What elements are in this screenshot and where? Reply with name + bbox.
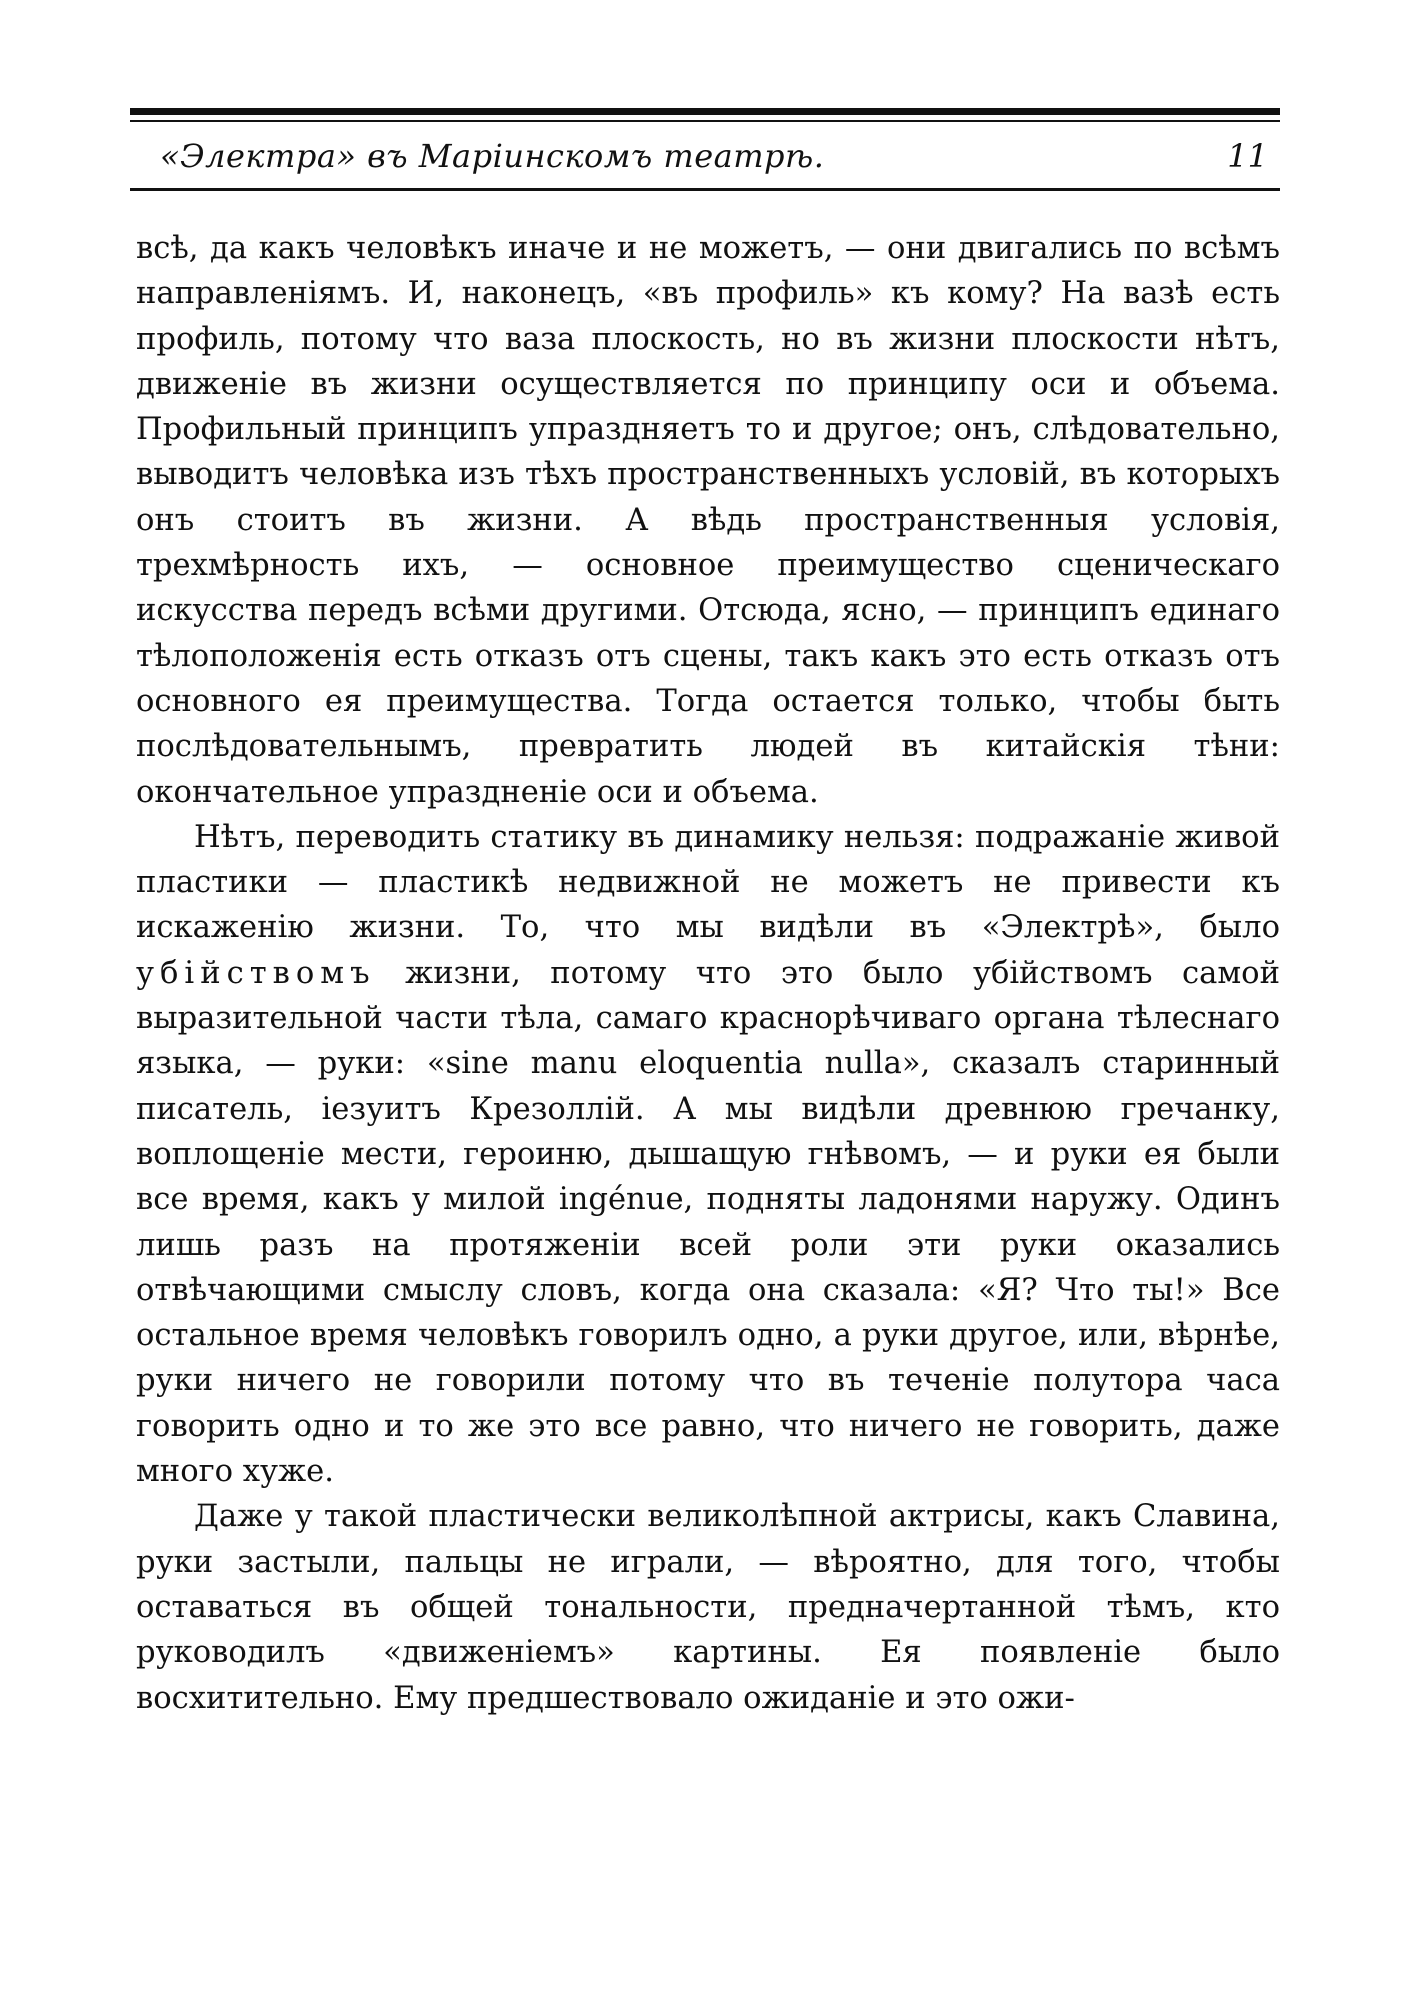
paragraph-2-text-a: Нѣтъ, переводить статику въ динамику нельзя: подражаніе живой пластики — пластикѣ недвижной не можетъ не привести къ искаженію жизни. То, что мы видѣли въ «Электрѣ», было <box>136 819 1280 946</box>
paragraph-2 <box>136 815 1280 1494</box>
header-rule-thin <box>130 120 1280 122</box>
book-page <box>130 0 1280 1999</box>
paragraph-3-text: Даже у такой пластически великолѣпной актрисы, какъ Славина, руки застыли, пальцы не играли, — вѣроятно, для того, чтобы оставаться въ общей тональности, предначертанной тѣмъ, кто руководилъ «движеніемъ» картины. Ея появленіе было восхитительно. Ему предшествовало ожиданіе и это ожи- <box>136 1499 1280 1716</box>
page-number: 11 <box>1227 137 1268 175</box>
paragraph-1 <box>136 226 1280 815</box>
paragraph-3 <box>136 1494 1280 1720</box>
body-text <box>136 226 1280 1721</box>
paragraph-2-emphasis: убійствомъ <box>136 955 376 991</box>
running-head <box>130 133 1280 183</box>
header-rule-bottom <box>130 188 1280 191</box>
header-rule-thick <box>130 108 1280 115</box>
paragraph-1-text: всѣ, да какъ человѣкъ иначе и не можетъ, — они двигались по всѣмъ направленіямъ. И, наконецъ, «въ профиль» къ кому? На вазѣ есть профиль, потому что ваза плоскость, но въ жизни плоскости нѣтъ, движеніе въ жизни осуществляется по принципу оси и объема. Профильный принципъ упраздняетъ то и другое; онъ, слѣдовательно, выводитъ человѣка изъ тѣхъ пространственныхъ условій, въ которыхъ онъ стоитъ въ жизни. А вѣдь пространственныя условія, трехмѣрность ихъ, — основное преимущество сценическаго искусства передъ всѣми другими. Отсюда, ясно, — принципъ единаго тѣлоположенія есть отказъ отъ сцены, такъ какъ это есть отказъ отъ основного ея преимущества. Тогда остается только, чтобы быть послѣдовательнымъ, превратить людей въ китайскія тѣни: окончательное упраздненіе оси и объема. <box>136 231 1280 810</box>
running-title: «Электра» въ Маріинскомъ театрѣ. <box>160 137 825 175</box>
paragraph-2-text-b: жизни, потому что это было убійствомъ самой выразительной части тѣла, самаго краснорѣчиваго органа тѣлеснаго языка, — руки: «sine manu eloquentia nulla», сказалъ старинный писатель, іезуитъ Крезоллій. А мы видѣли древнюю гречанку, воплощеніе мести, героиню, дышащую гнѣвомъ, — и руки ея были все время, какъ у милой ingénue, подняты ладонями наружу. Одинъ лишь разъ на протяженіи всей роли эти руки оказались отвѣчающими смыслу словъ, когда она сказала: «Я? Что ты!» Все остальное время человѣкъ говорилъ одно, а руки другое, или, вѣрнѣе, руки ничего не говорили потому что въ теченіе полутора часа говорить одно и то же это все равно, что ничего не говорить, даже много хуже. <box>136 955 1280 1490</box>
